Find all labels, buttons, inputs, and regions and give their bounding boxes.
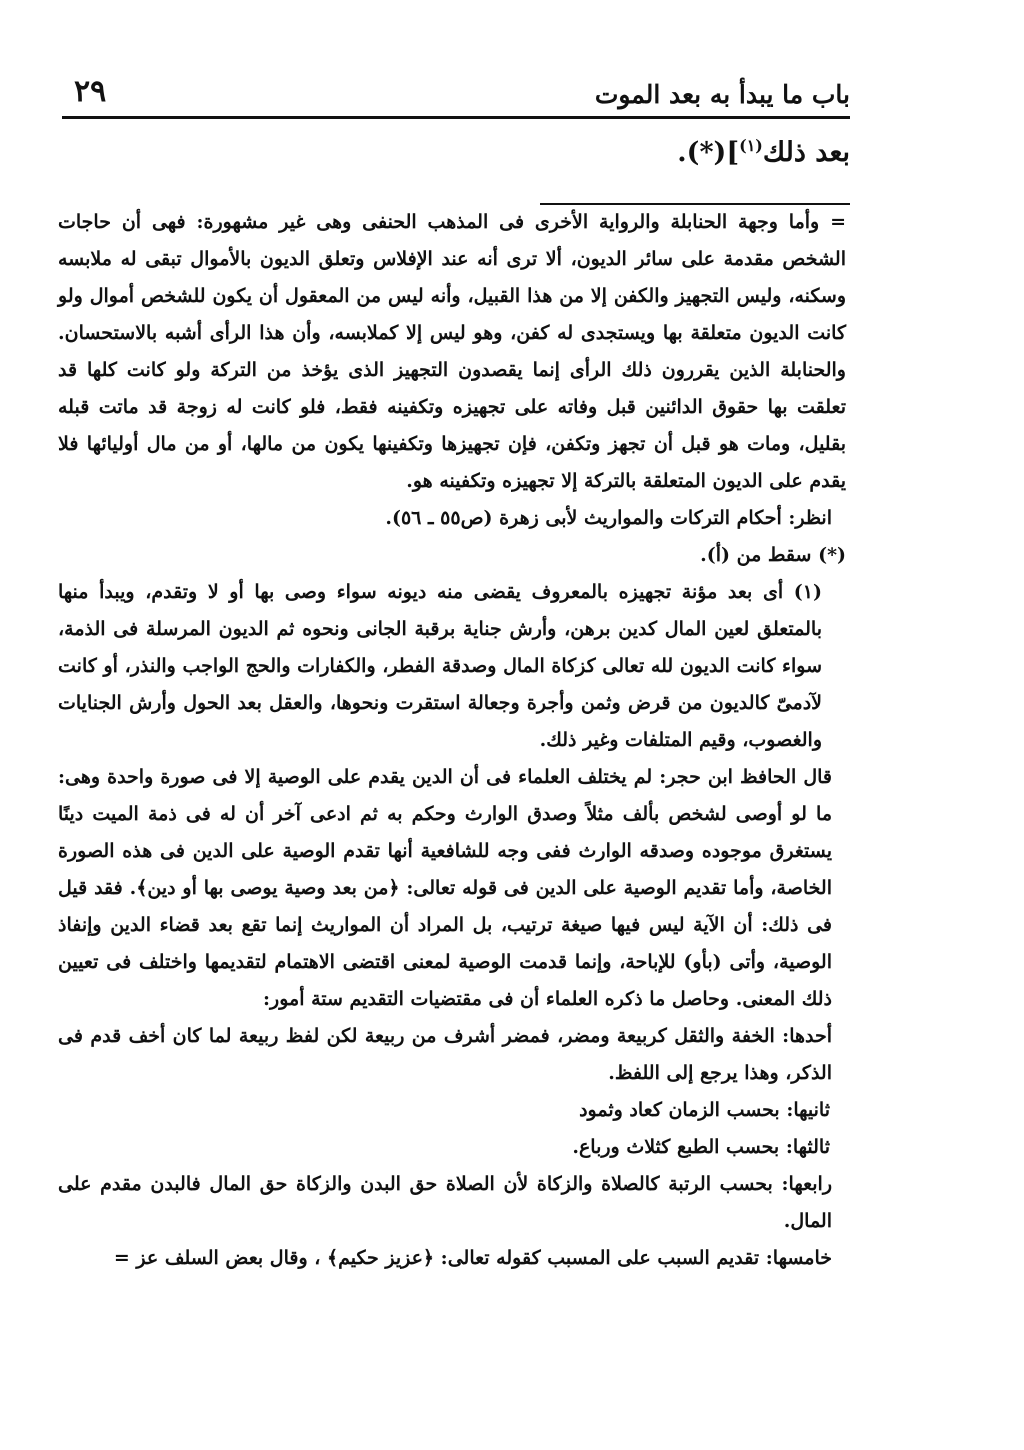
footnote-continuation: = وأما وجهة الحنابلة والرواية الأخرى فى المذهب الحنفى وهى غير مشهورة: فهى أن حاجات الشخص مقدمة على سائر الديون، ألا ترى أنه عند الإفلاس وتعلق الديون بالأموال تبقى له ملابسه وسكنه، وليس التجهيز والكفن إلا من هذا القبيل، وأنه ليس من المعقول أن يكون للشخص أموال ولو كانت الديون متعلقة بها ويستجدى له كفن، وهو ليس إلا كملابسه، وأن هذا الرأى أشبه بالاستحسان. والحنابلة الذين يقررون ذلك الرأى إنما يقصدون التجهيز الذى يؤخذ من التركة ولو كانت كلها قد تعلقت بها حقوق الدائنين قبل وفاته على تجهيزه وتكفينه فقط، فلو كانت له زوجة قد ماتت قبله بقليل، ومات هو قبل أن تجهز وتكفن، فإن تجهيزها وتكفينها يكون من مالها، أو من مال أوليائها فلا يقدم على الديون المتعلقة بالتركة إلا تجهيزه وتكفينه هو. bbox=[58, 211, 846, 492]
footnote-1: (١) أى بعد مؤنة تجهيزه بالمعروف يقضى منه ديونه سواء وصى بها أو لا وتقدم، ويبدأ منها بالمتعلق لعين المال كدين برهن، وأرش جناية برقبة الجانى ونحوه ثم الديون المرسلة فى الذمة، سواء كانت الديون لله تعالى كزكاة المال وصدقة الفطر، والكفارات والحج الواجب والنذر، أو كانت لآدمىّ كالديون من قرض وثمن وأجرة وجعالة استقرت ونحوها، والعقل بعد الحول وأرش الجنايات والغصوب، وقيم المتلفات وغير ذلك. bbox=[58, 581, 822, 751]
footnotes-section bbox=[58, 204, 846, 1277]
footnote-reference: (١) bbox=[739, 136, 763, 155]
omission-note: (*) سقط من (أ). bbox=[700, 544, 846, 566]
header-rule bbox=[62, 116, 850, 119]
page-number: ٢٩ bbox=[74, 74, 107, 109]
list-item-fourth: رابعها: بحسب الرتبة كالصلاة والزكاة لأن الصلاة حق البدن والزكاة حق المال فالبدن مقدم على المال. bbox=[58, 1173, 832, 1232]
footnote-reference-line: انظر: أحكام التركات والمواريث لأبى زهرة (ص٥٥ ـ ٥٦). bbox=[385, 507, 832, 529]
bracket-mark: ](*). bbox=[677, 137, 740, 168]
running-title: باب ما يبدأ به بعد الموت bbox=[594, 80, 850, 109]
main-text-line bbox=[677, 136, 850, 168]
list-item-fifth: خامسها: تقديم السبب على المسبب كقوله تعالى: ﴿عزيز حكيم﴾ ، وقال بعض السلف عز = bbox=[113, 1247, 832, 1269]
page-header bbox=[62, 70, 850, 110]
hafiz-quote: قال الحافظ ابن حجر: لم يختلف العلماء فى أن الدين يقدم على الوصية إلا فى صورة واحدة وهى: ما لو أوصى لشخص بألف مثلاً وصدق الوارث وحكم به ثم ادعى آخر أن له فى ذمة الميت دينًا يستغرق موجوده وصدقه الوارث ففى وجه للشافعية أنها تقدم الوصية على الدين فى هذه الصورة الخاصة، وأما تقديم الوصية على الدين فى قوله تعالى: ﴿من بعد وصية يوصى بها أو دين﴾. فقد قيل فى ذلك: أن الآية ليس فيها صيغة ترتيب، بل المراد أن المواريث إنما تقع بعد قضاء الدين وإنفاذ الوصية، وأتى (بأو) للإباحة، وإنما قدمت الوصية لمعنى اقتضى الاهتمام لتقديمها واختلف فى تعيين ذلك المعنى. وحاصل ما ذكره العلماء أن فى مقتضيات التقديم ستة أمور: bbox=[58, 766, 832, 1010]
list-item-second: ثانيها: بحسب الزمان كعاد وثمود bbox=[579, 1099, 830, 1121]
list-item-first: أحدها: الخفة والثقل كربيعة ومضر، فمضر أشرف من ربيعة لكن لفظ ربيعة لما كان أخف قدم فى الذكر، وهذا يرجع إلى اللفظ. bbox=[58, 1025, 832, 1084]
main-text: بعد ذلك bbox=[762, 137, 850, 168]
list-item-third: ثالثها: بحسب الطبع كثلاث ورباع. bbox=[572, 1136, 830, 1158]
